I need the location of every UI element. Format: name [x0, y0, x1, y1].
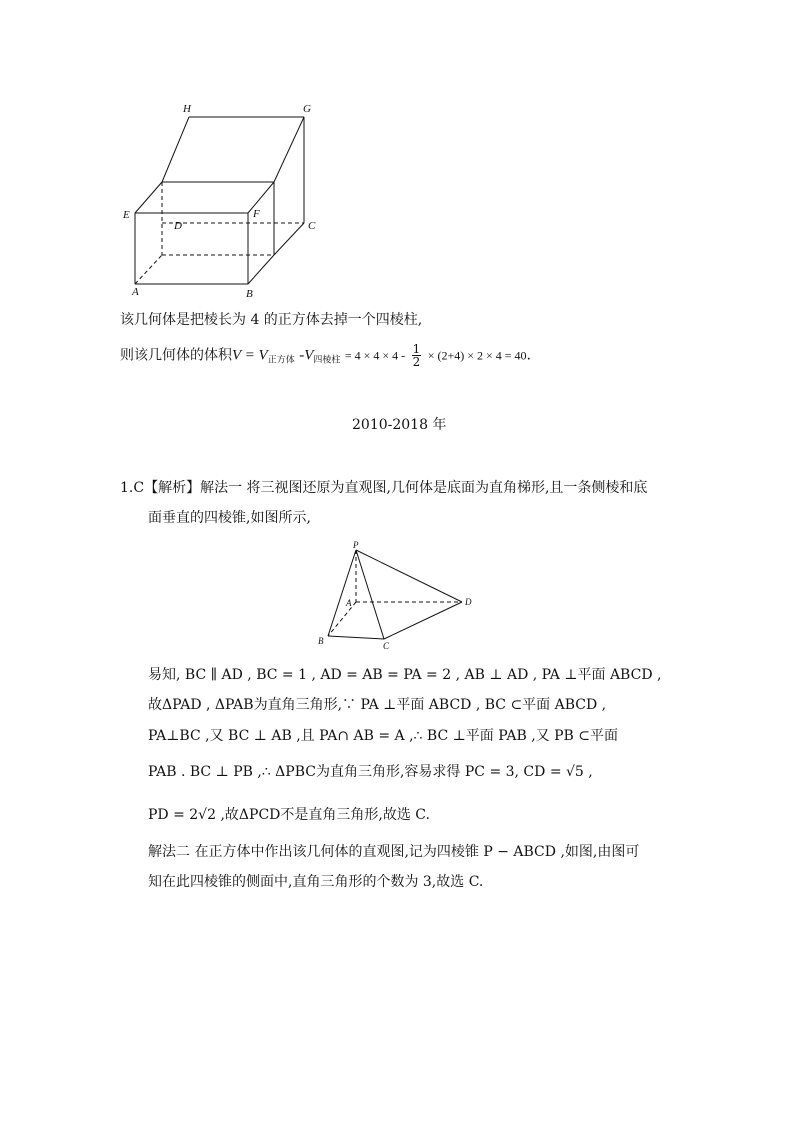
volume-V1: V: [258, 347, 268, 364]
label-H: H: [183, 103, 191, 115]
edge-top-right: [248, 182, 274, 213]
period: .: [526, 347, 531, 364]
hidden-AB: [328, 602, 356, 636]
solid-figure: [110, 95, 340, 310]
q1-line2: 面垂直的四棱锥,如图所示,: [148, 510, 311, 526]
rhs-part1: = 4 × 4 × 4 -: [344, 348, 406, 363]
para-cube-description: 该几何体是把棱长为 4 的正方体去掉一个四棱柱,: [120, 312, 423, 328]
label-C: C: [308, 220, 316, 232]
edge-G-front: [274, 117, 304, 182]
volume-V2: V: [304, 347, 314, 364]
label-P: P: [353, 540, 359, 550]
edge-PC: [356, 550, 384, 639]
body-line-2: 故ΔPAD , ΔPAB为直角三角形,∵ PA ⊥平面 ABCD , BC ⊂平面 ABCD ,: [148, 697, 607, 713]
volume-lead: 则该几何体的体积: [120, 347, 232, 364]
edge-H-front: [162, 117, 189, 182]
hidden-AD: [135, 255, 162, 284]
body-line-4: PAB . BC ⊥ PB ,∴ ΔPBC为直角三角形,容易求得 PC = 3, CD = √5 ,: [148, 764, 593, 780]
q1-line1: 1.C【解析】解法一 将三视图还原为直观图,几何体是底面为直角梯形,且一条侧棱和底: [120, 480, 648, 496]
fraction-half: [412, 343, 422, 368]
label-F: F: [253, 208, 260, 220]
label-B: B: [318, 636, 324, 646]
frac-den: 2: [412, 355, 421, 369]
label-A: A: [346, 598, 352, 608]
label-D: D: [174, 220, 182, 232]
edge-BC: [328, 636, 384, 639]
body-line-1: 易知, BC ∥ AD , BC = 1 , AD = AB = PA = 2 , AB ⊥ AD , PA ⊥平面 ABCD ,: [148, 667, 662, 683]
eq-sign: =: [245, 347, 255, 364]
rhs-part2: × (2+4) × 2 × 4 = 40: [427, 348, 527, 363]
volume-V: V: [232, 347, 242, 364]
edge-top-left: [135, 182, 162, 213]
label-C: C: [383, 641, 390, 650]
edge-B-back: [248, 255, 274, 284]
sub-prism: 四棱柱: [313, 355, 341, 366]
label-G: G: [303, 103, 311, 115]
body-line-7: 知在此四棱锥的侧面中,直角三角形的个数为 3,故选 C.: [148, 874, 484, 890]
label-D: D: [465, 597, 472, 607]
edge-CD: [384, 602, 462, 639]
label-B: B: [246, 288, 253, 300]
body-line-5: PD = 2√2 ,故ΔPCD不是直角三角形,故选 C.: [148, 807, 430, 823]
label-A: A: [132, 286, 139, 298]
edge-C-low: [274, 223, 304, 255]
pyramid-figure: [310, 538, 480, 650]
sub-cube: 正方体: [267, 355, 295, 366]
body-line-6: 解法二 在正方体中作出该几何体的直观图,记为四棱锥 P − ABCD ,如图,由图可: [148, 844, 640, 860]
section-heading: 2010-2018 年: [352, 417, 447, 433]
frac-num: 1: [412, 342, 421, 356]
label-E: E: [123, 209, 130, 221]
body-line-3: PA⊥BC ,又 BC ⊥ AB ,且 PA∩ AB = A ,∴ BC ⊥平面 PAB ,又 PB ⊂平面: [148, 728, 619, 744]
para-volume-formula: [120, 343, 531, 371]
minus-sign: -: [299, 347, 305, 364]
edge-PB: [328, 550, 356, 636]
edge-PD: [356, 550, 462, 602]
